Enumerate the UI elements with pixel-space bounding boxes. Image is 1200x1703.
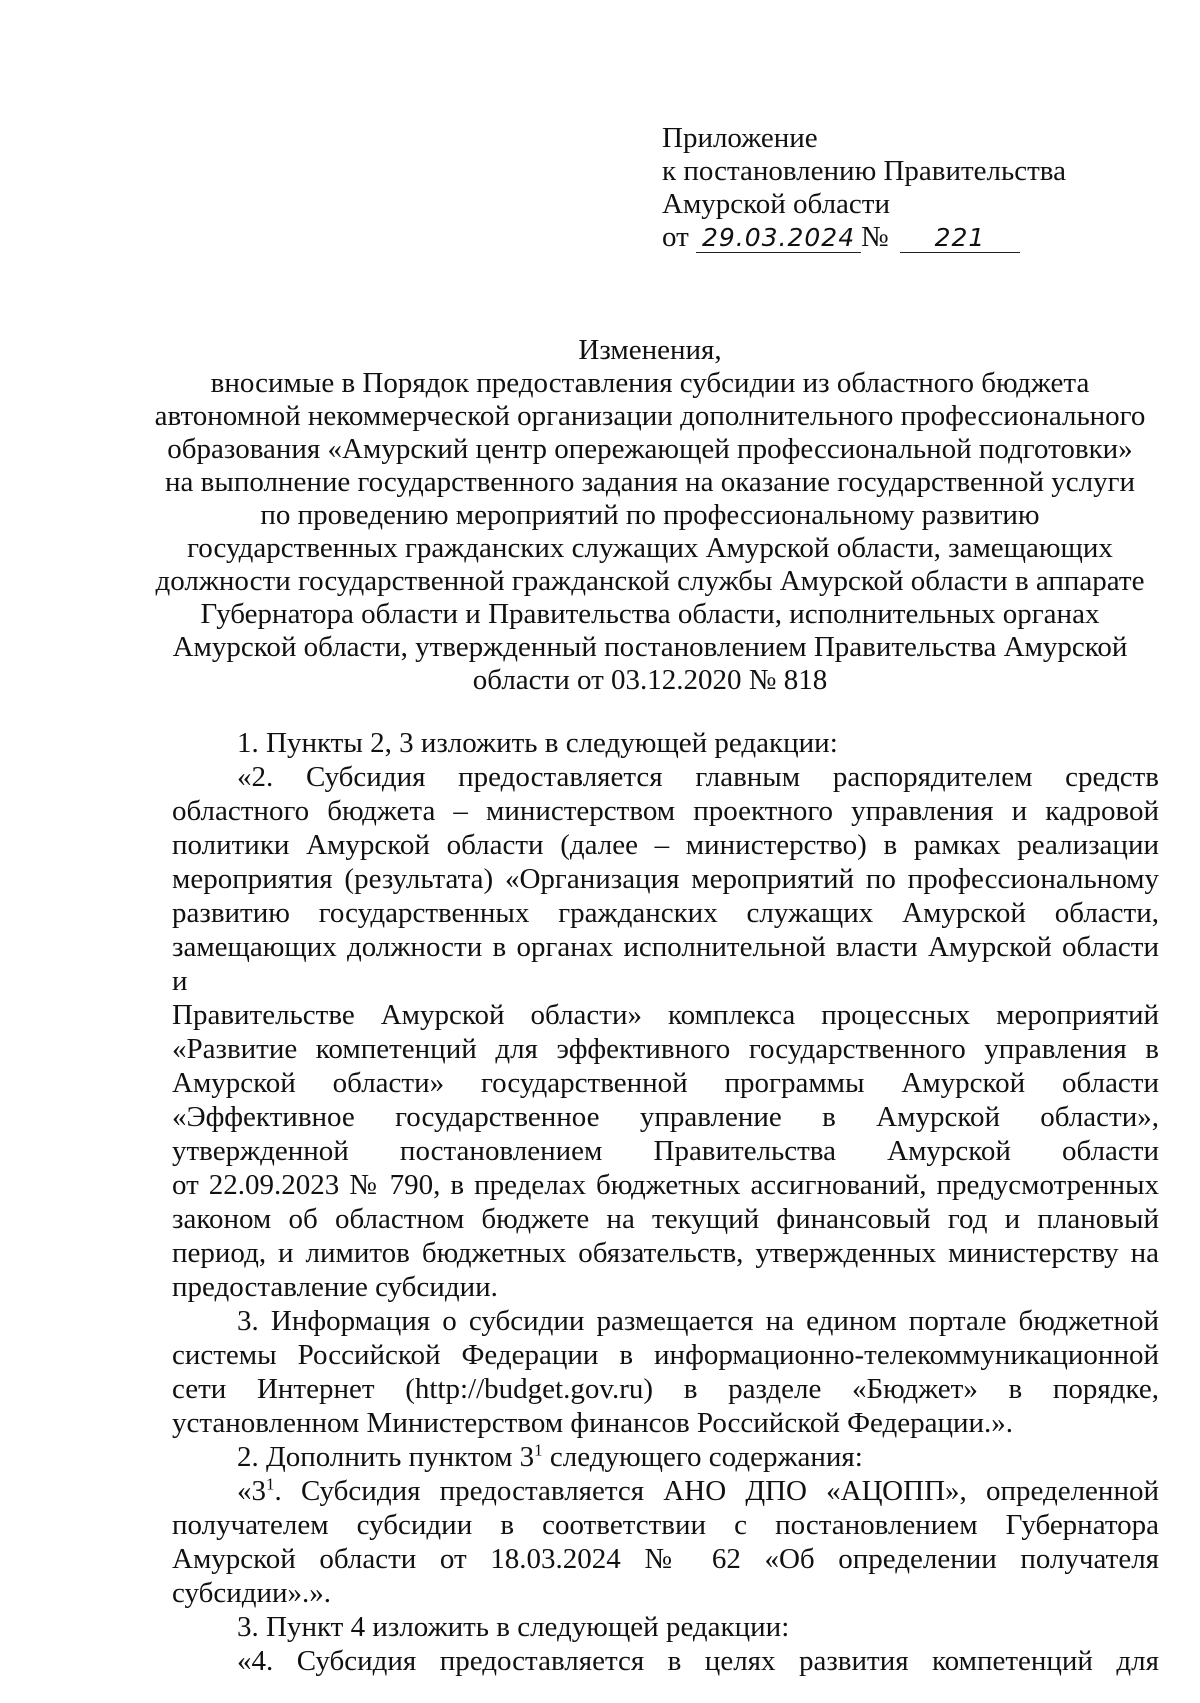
paragraph-2-last-line: предоставление субсидии.: [172, 1271, 498, 1303]
title-line: Губернатора области и Правительства области, исполнительных органах: [200, 598, 1100, 630]
item-2-text-end: следующего содержания:: [542, 1441, 863, 1473]
paragraph-2-line: утвержденной постановлением Правительства Амурской области: [172, 1135, 1159, 1167]
title-line: по проведению мероприятий по профессиональному развитию: [260, 499, 1040, 531]
title-line: области от 03.12.2020 № 818: [472, 664, 828, 696]
annex-line-3: Амурской области: [662, 188, 890, 220]
item-2-text: 2. Дополнить пунктом 3: [237, 1441, 535, 1473]
title-line: на выполнение государственного задания на оказание государственной услуги: [165, 466, 1135, 498]
title-line: автономной некоммерческой организации дополнительного профессионального: [154, 400, 1146, 432]
title-line: Амурской области, утвержденный постановлением Правительства Амурской: [172, 631, 1128, 663]
date-prefix: от: [662, 221, 689, 253]
paragraph-2-line: Амурской области» государственной программы Амурской области: [172, 1067, 1159, 1099]
title-line: государственных гражданских служащих Амурской области, замещающих: [187, 532, 1113, 564]
paragraph-3-line: 3. Информация о субсидии размещается на едином портале бюджетной: [237, 1305, 1159, 1337]
annex-date-line: [662, 221, 1066, 254]
item-2: [172, 1440, 1159, 1474]
paragraph-3-1-last-line: субсидии».».: [172, 1577, 332, 1609]
p31-number: «3: [237, 1475, 266, 1507]
title-heading: Изменения,: [578, 334, 722, 366]
item-2-superscript: 1: [534, 1440, 543, 1460]
paragraph-2-line: мероприятия (результата) «Организация мероприятий по профессиональному: [172, 863, 1159, 895]
document-title: [150, 334, 1150, 697]
p31-superscript: 1: [266, 1474, 275, 1494]
paragraph-4-first-line: «4. Субсидия предоставляется в целях развития компетенций для: [237, 1645, 1159, 1677]
annex-title: Приложение: [662, 122, 818, 154]
paragraph-2-line: развитию государственных гражданских служащих Амурской области,: [172, 897, 1159, 929]
title-line: образования «Амурский центр опережающей профессиональной подготовки»: [167, 433, 1133, 465]
paragraph-2-line: период, и лимитов бюджетных обязательств, утвержденных министерству на: [172, 1237, 1159, 1269]
annex-line-2: к постановлению Правительства: [662, 155, 1066, 187]
paragraph-3-1-line: получателем субсидии в соответствии с постановлением Губернатора: [172, 1509, 1159, 1541]
paragraph-2-line: от 22.09.2023 № 790, в пределах бюджетных ассигнований, предусмотренных: [172, 1169, 1159, 1201]
paragraph-3-1-first-line: [172, 1474, 1159, 1508]
paragraph-2-line: «Развитие компетенций для эффективного государственного управления в: [172, 1033, 1159, 1065]
paragraph-3-last-line: установленном Министерством финансов Российской Федерации.».: [172, 1407, 1014, 1439]
paragraph-3-1-line: Амурской области от 18.03.2024 № 62 «Об определении получателя: [172, 1543, 1159, 1575]
handwritten-date: 29.03.2024: [696, 224, 861, 253]
title-line: вносимые в Порядок предоставления субсидии из областного бюджета: [210, 367, 1090, 399]
handwritten-number: 221: [900, 224, 1020, 253]
number-sign: №: [861, 221, 889, 253]
paragraph-2-line: законом об областном бюджете на текущий финансовый год и плановый: [172, 1203, 1159, 1235]
annex-block: [662, 122, 1066, 254]
item-1: 1. Пункты 2, 3 изложить в следующей редакции:: [237, 727, 838, 759]
paragraph-2-line: Правительстве Амурской области» комплекса процессных мероприятий: [172, 999, 1159, 1031]
document-body: [172, 726, 1159, 1678]
p31-text: . Субсидия предоставляется АНО ДПО «АЦОПП», определенной: [274, 1475, 1159, 1507]
paragraph-2-line: «2. Субсидия предоставляется главным распорядителем средств: [237, 761, 1159, 793]
paragraph-2-line: областного бюджета – министерством проектного управления и кадровой: [172, 795, 1159, 827]
paragraph-2-line: политики Амурской области (далее – министерство) в рамках реализации: [172, 829, 1159, 861]
item-3: 3. Пункт 4 изложить в следующей редакции:: [237, 1611, 790, 1643]
title-line: должности государственной гражданской службы Амурской области в аппарате: [155, 565, 1145, 597]
paragraph-3-line: системы Российской Федерации в информационно-телекоммуникационной: [172, 1339, 1159, 1371]
paragraph-3-line: сети Интернет (http://budget.gov.ru) в разделе «Бюджет» в порядке,: [172, 1373, 1159, 1405]
paragraph-2-line: «Эффективное государственное управление в Амурской области»,: [172, 1101, 1159, 1133]
paragraph-2-line: замещающих должности в органах исполнительной власти Амурской области и: [172, 931, 1159, 997]
